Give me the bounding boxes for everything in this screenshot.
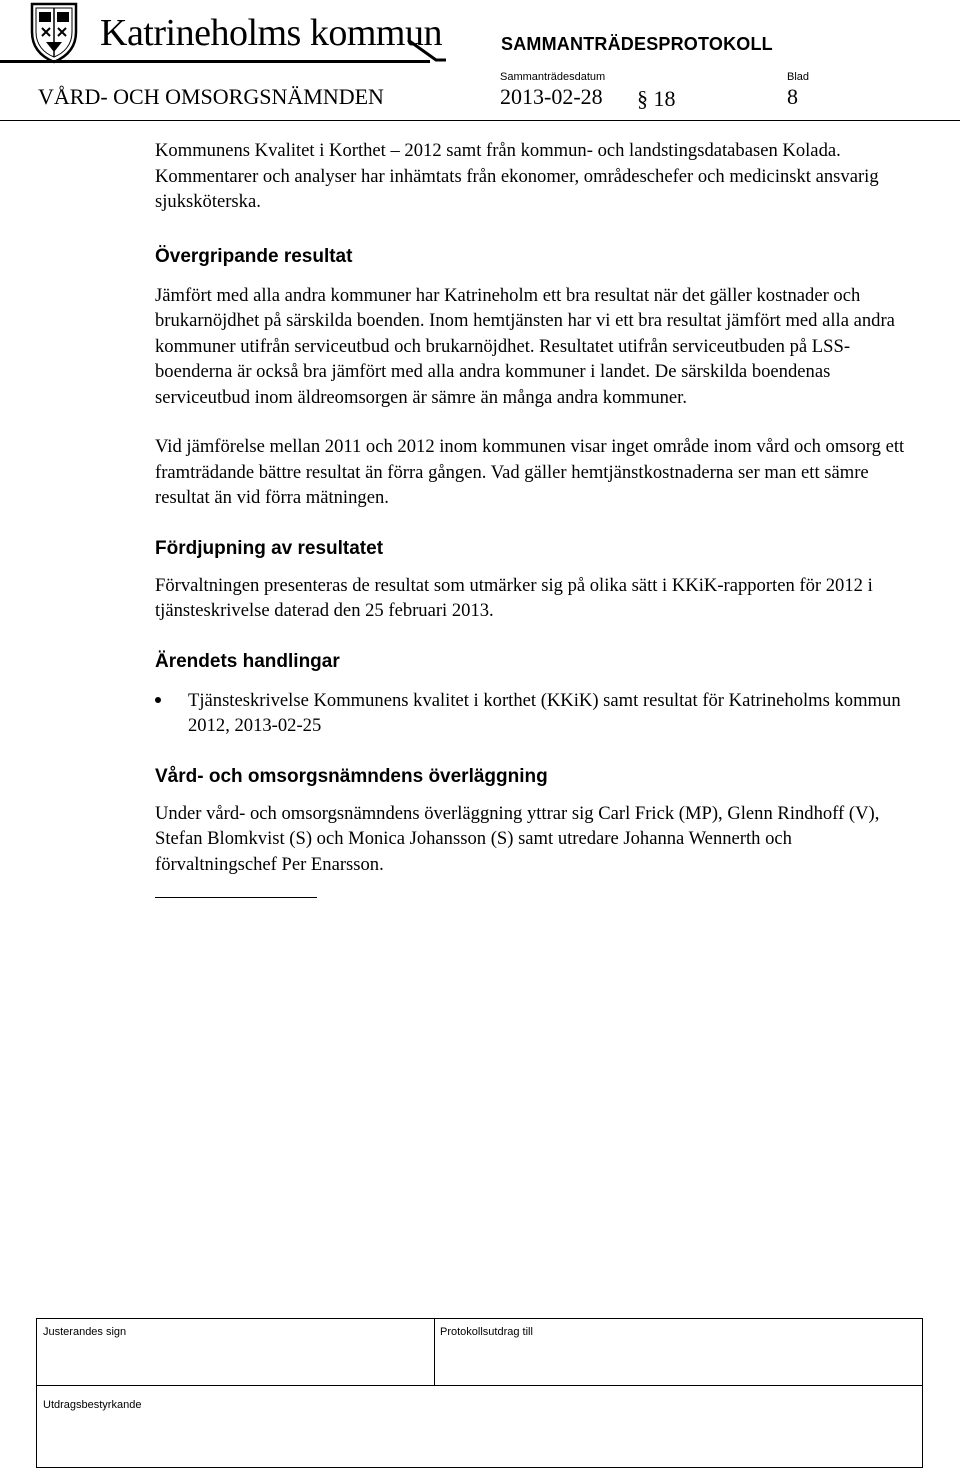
meeting-date: 2013-02-28 [500, 84, 603, 109]
heading-handlingar: Ärendets handlingar [155, 650, 340, 672]
justerandes-sign-label: Justerandes sign [43, 1326, 127, 1338]
page-number: 8 [787, 84, 798, 109]
date-label: Sammanträdesdatum [500, 71, 606, 83]
heading-fordjupning: Fördjupning av resultatet [155, 537, 384, 559]
intro-paragraph: Kommunens Kvalitet i Korthet – 2012 samt från kommun- och landstingsdatabasen Kolada. Kommentarer och analyser har inhämtats från ekonomer, områdeschefer och medicinskt ansvarig sjuksköterska. [155, 140, 879, 212]
utdragsbestyrkande-label: Utdragsbestyrkande [43, 1399, 142, 1411]
logo-underline [0, 60, 430, 63]
municipal-coat-of-arms-icon [28, 2, 80, 64]
footer-vertical-divider [434, 1319, 435, 1385]
list-item [155, 688, 915, 739]
paragraph-overlaggning: Under vård- och omsorgsnämndens överläggning yttrar sig Carl Frick (MP), Glenn Rindhoff (V), Stefan Blomkvist (S) och Monica Johansson (S) samt utredare Johanna Wennerth och förvaltningschef Per Enarsson. [155, 802, 880, 875]
bullet-icon [155, 697, 161, 703]
heading-overgripande: Övergripande resultat [155, 245, 353, 267]
header-divider [0, 120, 960, 121]
footer-horizontal-divider [37, 1385, 922, 1386]
end-rule [155, 897, 317, 898]
paragraph-jamforelse: Vid jämförelse mellan 2011 och 2012 inom kommunen visar inget område inom vård och omsorg ett framträdande bättre resultat än förra gången. Vad gäller hemtjänstkostnaderna ser man ett sämre resultat än vid förra mätningen. [155, 436, 905, 508]
municipality-name: Katrineholms kommun [100, 12, 442, 54]
document-type: SAMMANTRÄDESPROTOKOLL [501, 34, 773, 54]
signature-box [36, 1318, 923, 1468]
page-label: Blad [787, 71, 810, 83]
protokollsutdrag-label: Protokollsutdrag till [440, 1326, 533, 1338]
heading-overlaggning: Vård- och omsorgsnämndens överläggning [155, 765, 548, 787]
paragraph-overgripande: Jämfört med alla andra kommuner har Katrineholm ett bra resultat när det gäller kostnader och brukarnöjdhet på särskilda boenden. Inom hemtjänsten har vi ett bra resultat jämfört med alla andra kommuner utifrån serviceutbud och brukarnöjdhet. Resultatet utifrån serviceutbuden på LSS-boenderna är också bra jämfört med alla andra kommuner i landet. De särskilda boendenas serviceutbud inom äldreomsorgen är sämre än många andra kommuner. [155, 284, 895, 408]
section-number: § 18 [637, 86, 676, 111]
committee-name: VÅRD- OCH OMSORGSNÄMNDEN [38, 84, 384, 109]
page-header [0, 0, 960, 125]
paragraph-fordjupning: Förvaltningen presenteras de resultat som utmärker sig på olika sätt i KKiK-rapporten för 2012 i tjänsteskrivelse daterad den 25 februari 2013. [155, 574, 873, 621]
list-item-text: Tjänsteskrivelse Kommunens kvalitet i korthet (KKiK) samt resultat för Katrineholms kommun 2012, 2013-02-25 [188, 689, 901, 736]
document-body [155, 138, 915, 898]
